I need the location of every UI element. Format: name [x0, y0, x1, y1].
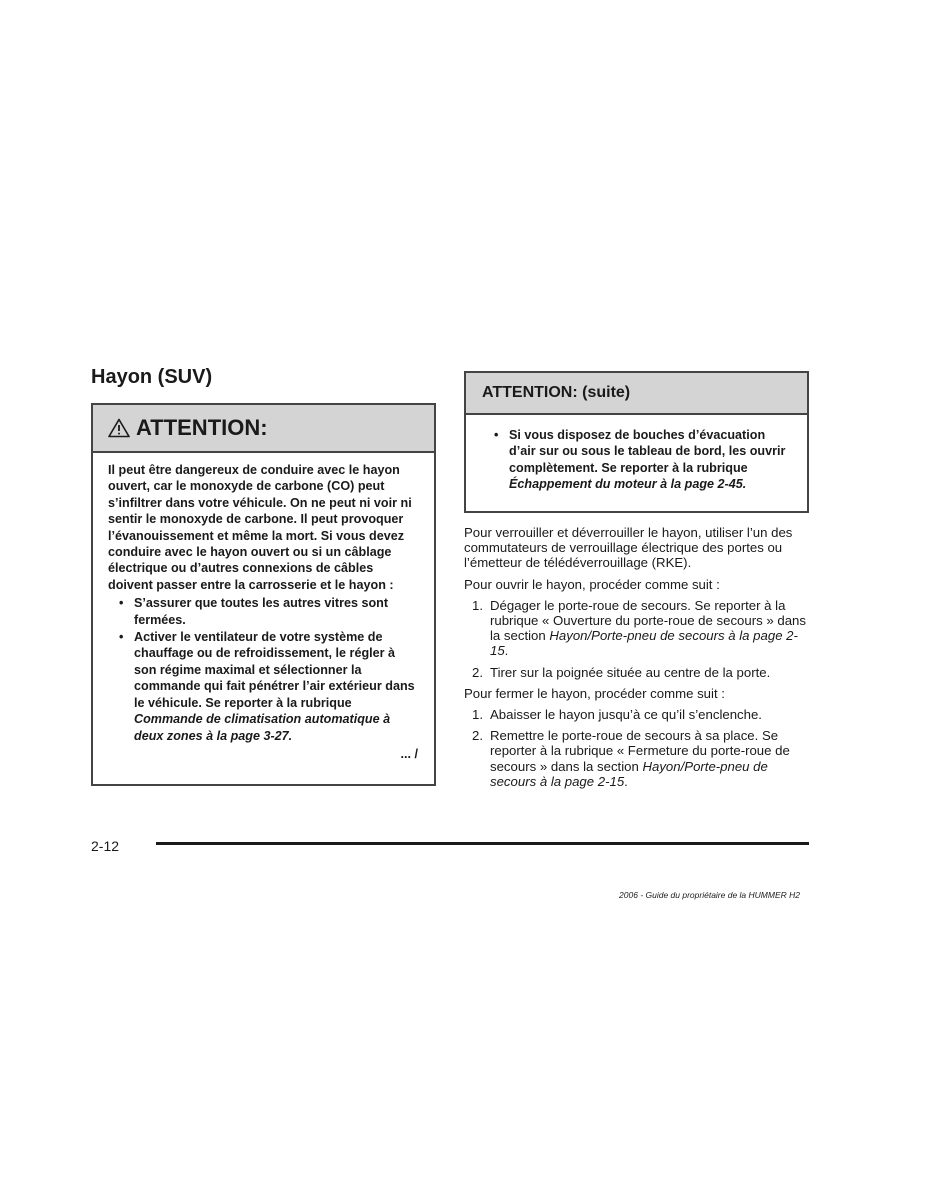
list-item: [472, 665, 814, 680]
list-item: • Si vous disposez de bouches d’évacuation d’air sur ou sous le tableau de bord, les ouvrir complètement. Se reporter à la rubrique Échappement du moteur à la page 2-45.: [494, 428, 786, 492]
close-steps: [464, 707, 814, 789]
list-item: [472, 707, 814, 722]
open-steps: [464, 598, 814, 680]
step-number: 2.: [472, 664, 483, 680]
close-heading: Pour fermer le hayon, procéder comme suit :: [464, 685, 725, 701]
step-number: 2.: [472, 728, 483, 744]
list-item: • S’assurer que toutes les autres vitres sont fermées.: [119, 596, 389, 627]
cross-reference: Commande de climatisation automatique à deux zones à la page 3-27.: [134, 712, 391, 743]
warning-triangle-icon: [108, 418, 130, 438]
bullet-text: Activer le ventilateur de votre système de chauffage ou de refroidissement, le régler à son régime maximal et sélectionner la commande qui fait pénétrer l’air extérieur dans le véhicule. Se reporter à la rubrique: [134, 630, 415, 710]
attention-continued-body: [466, 415, 807, 493]
cross-reference: Hayon/Porte-pneu de secours à la page 2-15: [490, 628, 798, 659]
list-item: • Activer le ventilateur de votre système de chauffage ou de refroidissement, le régler à son régime maximal et sélectionner la commande qui fait pénétrer l’air extérieur dans le véhicule. Se reporter à la rubrique Commande de climatisation automatique à deux zones à la page 3-27.: [119, 630, 415, 743]
list-item: [472, 728, 814, 789]
page-number: 2-12: [91, 838, 120, 854]
attention-paragraph: Il peut être dangereux de conduire avec le hayon ouvert, car le monoxyde de carbone (CO) peut s’infiltrer dans votre véhicule. On ne peut ni voir ni sentir le monoxyde de carbone. Il peut provoquer l’évanouissement et même la mort. Si vous devez conduire avec le hayon ouvert ou si un câblage électrique ou d’autres connexions de câbles doivent passer entre la carrosserie et le hayon :: [108, 463, 412, 592]
attention-header: [93, 405, 434, 453]
footer-text: 2006 - Guide du propriétaire de la HUMMER H2: [619, 890, 800, 900]
cross-reference: Hayon/Porte-pneu de secours à la page 2-15: [490, 758, 768, 789]
step-text: Dégager le porte-roue de secours. Se reporter à la rubrique « Ouverture du porte-roue de secours » dans la section: [490, 597, 806, 644]
attention-box: [91, 403, 436, 786]
instructions: [464, 525, 814, 795]
step-text: Tirer sur la poignée située au centre de la porte.: [490, 664, 771, 680]
continued-marker: ... /: [400, 746, 418, 761]
bullet-text: S’assurer que toutes les autres vitres sont fermées.: [134, 596, 389, 627]
step-end: .: [504, 643, 509, 659]
intro-paragraph: Pour verrouiller et déverrouiller le hayon, utiliser l’un des commutateurs de verrouillage électrique des portes ou l’émetteur de télédéverrouillage (RKE).: [464, 525, 793, 571]
attention-title: ATTENTION:: [136, 415, 268, 440]
bullet-text: Si vous disposez de bouches d’évacuation d’air sur ou sous le tableau de bord, les ouvrir complètement. Se reporter à la rubrique: [509, 428, 786, 475]
open-heading: Pour ouvrir le hayon, procéder comme suit :: [464, 576, 720, 592]
cross-reference: Échappement du moteur à la page 2-45.: [509, 477, 747, 492]
attention-continued-title: ATTENTION: (suite): [466, 373, 807, 415]
attention-body: [93, 453, 434, 762]
attention-continued-bullets: [483, 427, 795, 493]
step-text: Abaisser le hayon jusqu’à ce qu’il s’enclenche.: [490, 707, 762, 723]
step-end: .: [624, 773, 628, 789]
step-number: 1.: [472, 707, 483, 723]
list-item: [472, 598, 814, 659]
divider: [156, 842, 809, 845]
step-number: 1.: [472, 597, 483, 613]
attention-continued-box: [464, 371, 809, 513]
section-title: Hayon (SUV): [91, 366, 213, 388]
step-text: Remettre le porte-roue de secours à sa place. Se reporter à la rubrique « Fermeture du porte-roue de secours » dans la section: [490, 728, 790, 774]
attention-bullets: [108, 595, 420, 744]
